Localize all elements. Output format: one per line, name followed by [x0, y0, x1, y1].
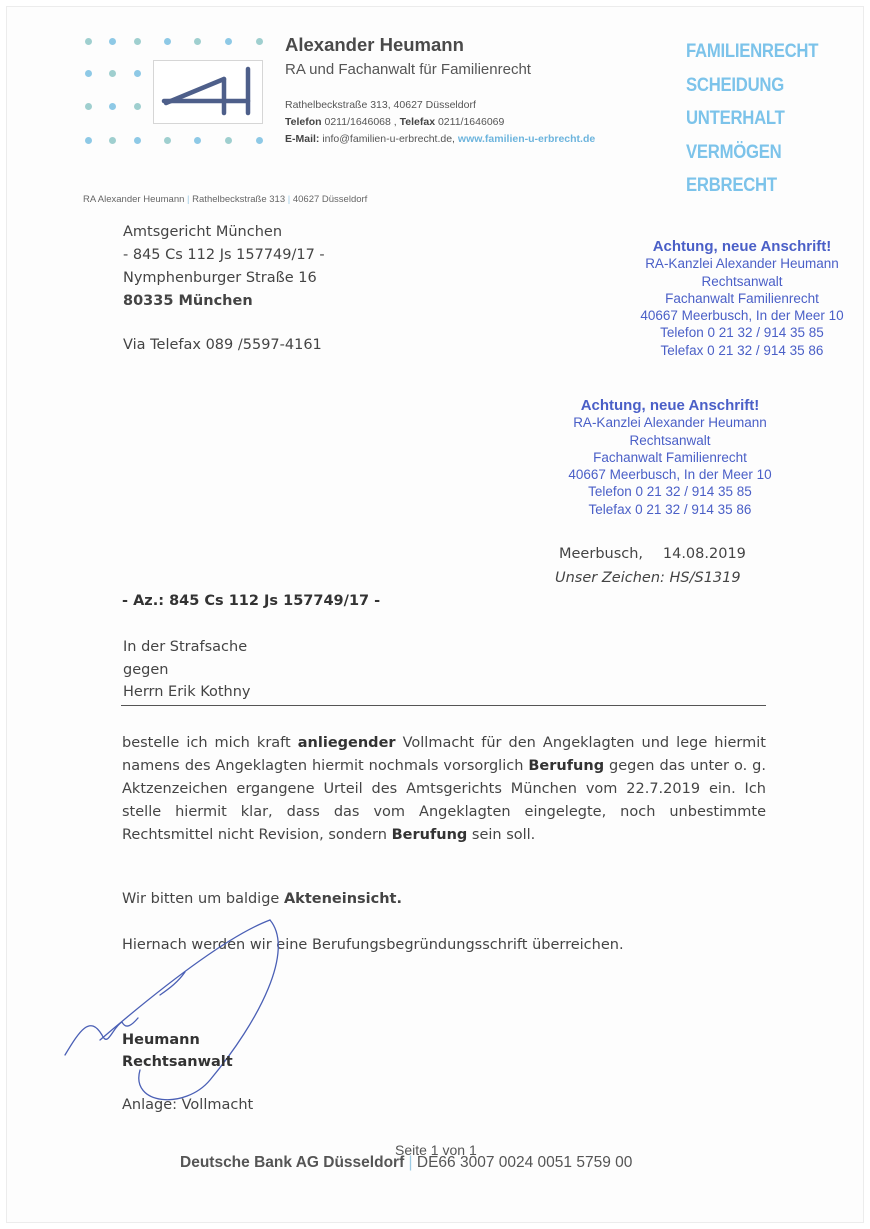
address-change-stamp — [628, 238, 856, 359]
date-value: 14.08.2019 — [662, 546, 746, 562]
contact-phone-fax — [285, 116, 504, 128]
logo-dot — [134, 70, 141, 77]
logo-dot — [225, 38, 232, 45]
practice-area: UNTERHALT — [686, 108, 785, 129]
bank-footer — [180, 1154, 632, 1172]
logo-dot — [109, 103, 116, 110]
lawyer-name: Alexander Heumann — [285, 34, 464, 55]
our-reference: Unser Zeichen: HS/S1319 — [555, 570, 741, 586]
stamp-line: Rechtsanwalt — [701, 273, 783, 289]
stamp-line: Fachanwalt Familienrecht — [665, 290, 819, 306]
logo-monogram-box — [153, 60, 263, 124]
logo-dot — [85, 103, 92, 110]
logo-dot — [164, 137, 171, 144]
separator: | — [187, 194, 190, 205]
p2-text: Wir bitten um baldige — [122, 891, 284, 907]
date-place: Meerbusch, — [559, 546, 644, 562]
recipient-city: 80335 München — [123, 293, 253, 309]
paragraph-text: gegen das unter o. g. Aktzenzeichen ergangene Urteil des Amtsgerichts München vom 22.7.2019 ein. Ich stelle hiermit klar, dass das vom Angeklagten eingelegte, noch unbestimmte Rechtsmittel nicht Revision, sondern — [122, 758, 766, 843]
office-address: Rathelbeckstraße 313, 40627 Düsseldorf — [285, 99, 476, 111]
signer-name: Heumann — [122, 1032, 200, 1048]
iban: DE66 3007 0024 0051 5759 00 — [416, 1154, 633, 1171]
recipient-line: Amtsgericht München — [123, 224, 283, 240]
return-city: 40627 Düsseldorf — [292, 194, 368, 205]
phone-label: Telefon — [285, 116, 322, 128]
recipient-line: Nymphenburger Straße 16 — [123, 270, 317, 286]
stamp-line: Telefax 0 21 32 / 914 35 86 — [588, 501, 752, 517]
stamp-line: Telefon 0 21 32 / 914 35 85 — [588, 484, 752, 500]
lawyer-title: RA und Fachanwalt für Familienrecht — [285, 61, 531, 78]
separator: | — [287, 194, 291, 205]
stamp-line: Rechtsanwalt — [629, 432, 711, 448]
logo-dot — [134, 38, 141, 45]
letter-date — [559, 546, 746, 562]
fax-label: Telefax — [399, 116, 436, 128]
logo-dot — [85, 137, 92, 144]
page-number: Seite 1 von 1 — [395, 1142, 477, 1158]
p2-bold: Akteneinsicht. — [283, 891, 402, 907]
signer-title: Rechtsanwalt — [122, 1054, 233, 1070]
paragraph-text: sein soll. — [467, 827, 536, 843]
recipient-line: - 845 Cs 112 Js 157749/17 - — [123, 247, 325, 263]
logo-dot — [85, 38, 92, 45]
return-name: RA Alexander Heumann — [83, 194, 185, 205]
logo-dot — [225, 137, 232, 144]
stamp-title: Achtung, neue Anschrift! — [580, 397, 760, 414]
body-paragraph — [122, 732, 766, 847]
recipient-address — [123, 221, 325, 313]
fax-number: 0211/1646069 — [437, 116, 505, 128]
case-subject — [123, 636, 251, 704]
body-paragraph-file-access — [122, 891, 402, 907]
practice-area: FAMILIENRECHT — [686, 41, 819, 62]
case-line: gegen — [123, 661, 169, 678]
separator: | — [408, 1154, 413, 1171]
address-change-stamp — [556, 397, 784, 518]
logo-dot — [134, 137, 141, 144]
bank-name: Deutsche Bank AG Düsseldorf — [180, 1154, 405, 1171]
logo-dot — [109, 137, 116, 144]
email-label: E-Mail: — [285, 133, 320, 145]
logo-dot — [134, 103, 141, 110]
logo-dot — [194, 137, 201, 144]
ah-monogram-icon — [154, 61, 262, 123]
case-number: - Az.: 845 Cs 112 Js 157749/17 - — [122, 593, 381, 609]
recipient-fax: Via Telefax 089 /5597-4161 — [123, 337, 322, 353]
emphasis-text: Berufung — [391, 827, 468, 843]
practice-area: VERMÖGEN — [686, 141, 782, 163]
stamp-line: 40667 Meerbusch, In der Meer 10 — [640, 308, 844, 324]
logo-dot — [164, 38, 171, 45]
stamp-line: RA-Kanzlei Alexander Heumann — [645, 256, 839, 272]
stamp-line: 40667 Meerbusch, In der Meer 10 — [568, 467, 772, 483]
practice-areas — [686, 35, 818, 203]
return-address — [83, 194, 367, 205]
return-street: Rathelbeckstraße 313 — [192, 194, 286, 205]
handwritten-signature — [60, 910, 320, 1110]
paragraph-text: Vollmacht für den Angeklagten und lege hiermit namens des Angeklagten hiermit nochmals vorsorglich — [122, 735, 766, 774]
logo-dot — [256, 137, 263, 144]
logo-dot — [256, 38, 263, 45]
phone-number: 0211/1646068 , — [324, 116, 397, 128]
case-line: In der Strafsache — [123, 639, 248, 655]
attachment-note: Anlage: Vollmacht — [122, 1097, 254, 1113]
signature-stroke — [160, 972, 185, 995]
case-line: Herrn Erik Kothny — [123, 684, 251, 700]
stamp-line: Fachanwalt Familienrecht — [593, 449, 747, 465]
logo-dot — [85, 70, 92, 77]
contact-email-web — [285, 133, 595, 145]
paragraph-text: bestelle ich mich kraft — [122, 735, 298, 751]
stamp-title: Achtung, neue Anschrift! — [652, 238, 832, 255]
logo-dot — [109, 38, 116, 45]
signature-stroke — [100, 920, 270, 1040]
logo-dot — [109, 70, 116, 77]
email-address[interactable]: info@familien-u-erbrecht.de, — [322, 133, 455, 145]
website-link[interactable]: www.familien-u-erbrecht.de — [457, 133, 596, 145]
signature-block — [122, 1029, 233, 1073]
emphasis-text: anliegender — [297, 735, 396, 751]
practice-area: SCHEIDUNG — [686, 74, 784, 96]
practice-area: ERBRECHT — [686, 175, 777, 196]
stamp-line: Telefax 0 21 32 / 914 35 86 — [660, 342, 824, 358]
stamp-line: RA-Kanzlei Alexander Heumann — [573, 415, 767, 431]
body-paragraph-closing: Hiernach werden wir eine Berufungsbegründungsschrift überreichen. — [122, 937, 624, 953]
emphasis-text: Berufung — [528, 758, 605, 774]
subject-divider — [121, 705, 766, 706]
stamp-line: Telefon 0 21 32 / 914 35 85 — [660, 325, 824, 341]
logo-dot — [194, 38, 201, 45]
